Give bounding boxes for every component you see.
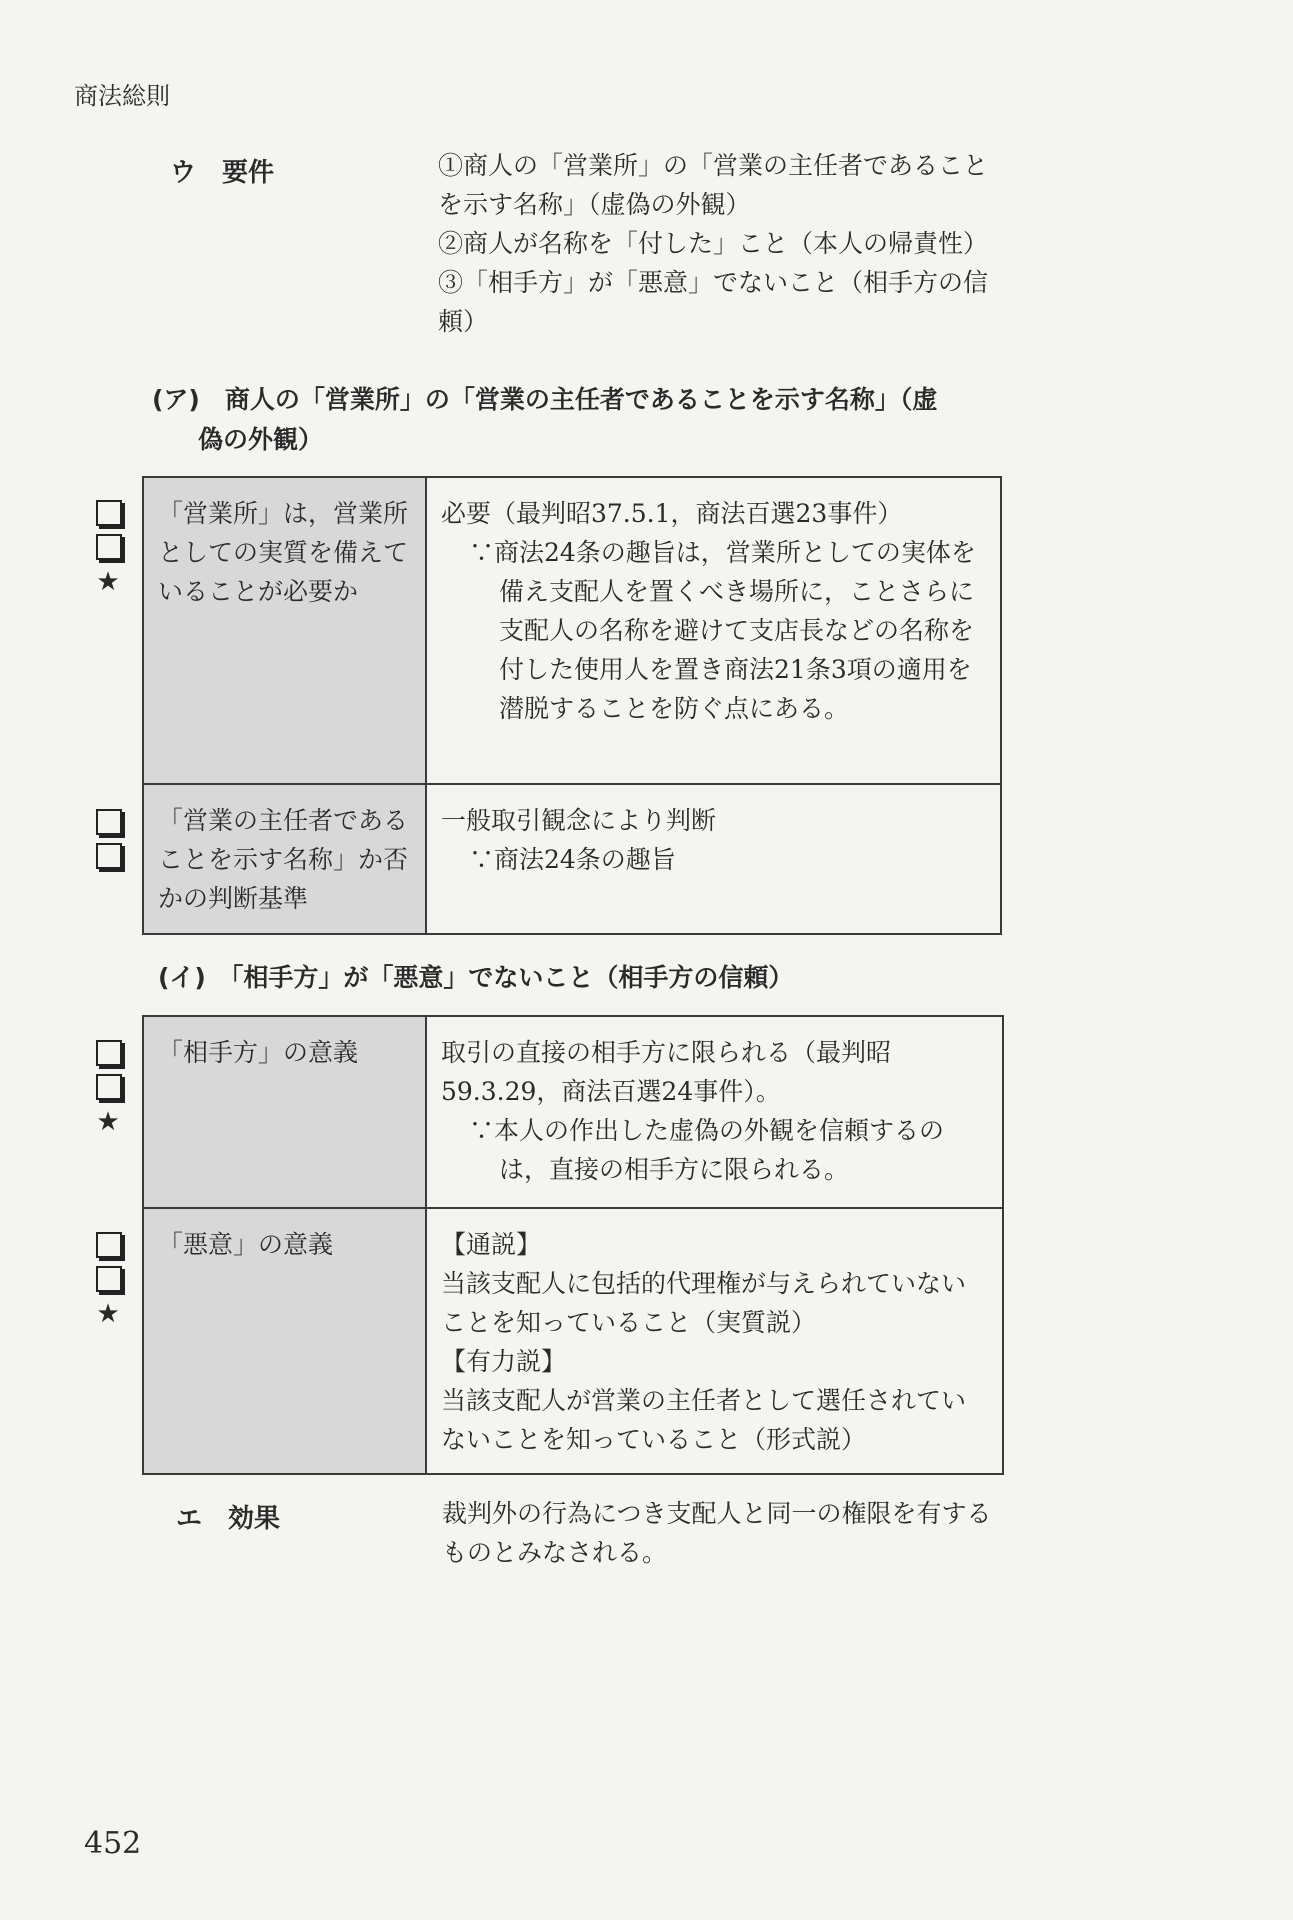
- effect-label: エ 効果: [176, 1504, 281, 1534]
- theory-tag: 【有力説】: [441, 1347, 567, 1376]
- checkbox-icon: [96, 809, 122, 835]
- effect-text: 裁判外の行為につき支配人と同一の権限を有するものとみなされる。: [442, 1499, 992, 1567]
- page-number: 452: [84, 1826, 142, 1861]
- star-icon: ★: [96, 1107, 120, 1137]
- section-i-heading: (イ) 「相手方」が「悪意」でないこと（相手方の信頼）: [158, 963, 794, 992]
- answer-cell: [426, 477, 1001, 784]
- table-row: [143, 784, 1001, 934]
- table-row: [143, 1208, 1003, 1474]
- table-row: [143, 1016, 1003, 1208]
- reason-text: ∵商法24条の趣旨は，営業所としての実体を備え支配人を置くべき場所に，ことさらに支配人の名称を避けて支店長などの名称を付した使用人を置き商法21条3項の適用を潜脱することを防ぐ点にある。: [469, 538, 976, 723]
- section-a-heading-line2: 偽の外観）: [198, 425, 324, 454]
- check-marks-a2: [94, 803, 124, 877]
- star-icon: ★: [96, 1299, 120, 1329]
- question-cell: 「営業所」は，営業所としての実質を備えていることが必要か: [143, 477, 426, 784]
- section-a-heading-line1: (ア) 商人の「営業所」の「営業の主任者であることを示す名称」（虚: [152, 385, 938, 414]
- running-header: 商法総則: [74, 82, 170, 110]
- checkbox-icon: [96, 1232, 122, 1258]
- requirements-label: ウ 要件: [170, 158, 275, 188]
- check-marks-b1: [94, 1034, 124, 1136]
- table-counterparty: [142, 1015, 1004, 1475]
- check-marks-b2: [94, 1226, 124, 1328]
- section-a-heading: [152, 380, 1012, 460]
- question-cell: 「営業の主任者であることを示す名称」か否かの判断基準: [143, 784, 426, 934]
- requirement-item-2: ②商人が名称を「付した」こと（本人の帰責性）: [438, 229, 989, 258]
- answer-text: 一般取引観念により判断: [441, 806, 717, 835]
- answer-text: 必要（最判昭37.5.1，商法百選23事件）: [441, 499, 903, 528]
- table-row: [143, 477, 1001, 784]
- checkbox-icon: [96, 534, 122, 560]
- checkbox-icon: [96, 843, 122, 869]
- requirement-item-1: ①商人の「営業所」の「営業の主任者であることを示す名称」（虚偽の外観）: [438, 151, 989, 219]
- requirement-item-3: ③「相手方」が「悪意」でないこと（相手方の信頼）: [438, 268, 989, 336]
- reason-text: ∵本人の作出した虚偽の外観を信頼するのは，直接の相手方に限られる。: [469, 1116, 945, 1184]
- checkbox-icon: [96, 500, 122, 526]
- answer-text: 取引の直接の相手方に限られる（最判昭59.3.29，商法百選24事件）。: [441, 1038, 892, 1106]
- reason-text: ∵商法24条の趣旨: [469, 845, 676, 874]
- check-marks-a1: [94, 494, 124, 596]
- question-cell: 「悪意」の意義: [143, 1208, 426, 1474]
- answer-cell: [426, 784, 1001, 934]
- requirements-list: [438, 146, 998, 341]
- checkbox-icon: [96, 1266, 122, 1292]
- theory-text: 当該支配人に包括的代理権が与えられていないことを知っていること（実質説）: [441, 1269, 967, 1337]
- checkbox-icon: [96, 1074, 122, 1100]
- star-icon: ★: [96, 567, 120, 597]
- theory-tag: 【通説】: [441, 1230, 542, 1259]
- checkbox-icon: [96, 1040, 122, 1066]
- question-cell: 「相手方」の意義: [143, 1016, 426, 1208]
- theory-text: 当該支配人が営業の主任者として選任されていないことを知っていること（形式説）: [441, 1386, 967, 1454]
- answer-cell: [426, 1208, 1003, 1474]
- answer-cell: [426, 1016, 1003, 1208]
- table-business-office: [142, 476, 1002, 935]
